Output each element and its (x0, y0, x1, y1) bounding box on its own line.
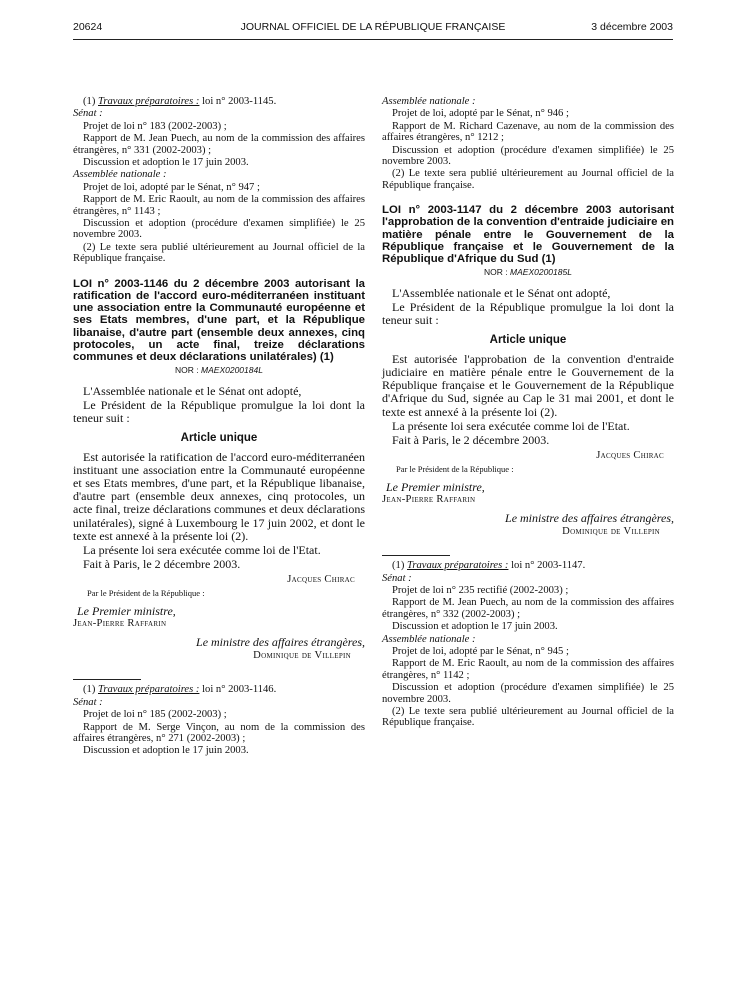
travaux-link: Travaux préparatoires : (98, 684, 200, 696)
nor-reference: NOR : MAEX0200185L (484, 267, 572, 278)
minister-name: Dominique de Villepin (562, 525, 660, 537)
footnote-previous-law (382, 96, 674, 191)
footnote-rule (73, 679, 141, 680)
body-paragraph: Fait à Paris, le 2 décembre 2003. (392, 432, 550, 447)
footnote-line: Discussion et adoption (procédure d'examen simplifiée) le 25 novembre 2003. (73, 218, 365, 241)
body-paragraph: La présente loi sera exécutée comme loi de l'Etat. (83, 542, 321, 557)
footnote-previous-law (73, 96, 365, 265)
minister-title: Le ministre des affaires étrangères, (505, 510, 674, 525)
body-paragraph: L'Assemblée nationale et le Sénat ont adopté, (83, 383, 302, 398)
page-header (73, 21, 673, 37)
footnote-line: Projet de loi n° 183 (2002-2003) ; (83, 120, 227, 132)
footnote-line: Rapport de M. Eric Raoult, au nom de la commission des affaires étrangères, n° 1143 ; (73, 194, 365, 217)
body-paragraph: La présente loi sera exécutée comme loi de l'Etat. (392, 418, 630, 433)
footnotes (382, 560, 674, 729)
section-label: Sénat : (382, 572, 412, 584)
countersign-label: Par le Président de la République : (396, 463, 514, 474)
prime-minister-title: Le Premier ministre, (386, 479, 485, 494)
law-title: LOI n° 2003-1147 du 2 décembre 2003 autorisant l'approbation de la convention d'entraide judiciaire en matière pénale entre le Gouvernement de la République française et le Gouvernement de la République d'Afrique du Sud (1) (382, 204, 674, 266)
body-paragraph: Le Président de la République promulgue la loi dont la teneur suit : (382, 299, 674, 328)
footnotes (73, 684, 365, 756)
article-heading: Article unique (180, 432, 258, 445)
footnote-line: (1) Travaux préparatoires : loi n° 2003-1146. (83, 684, 277, 696)
article-text: Est autorisée la ratification de l'accord euro-méditerranéen instituant une association entre la Communauté européenne et ses Etats membres, d'une part, et la République libanaise, d'autre part (ensemble deux annexes, cinq protocoles, un acte final, treize déclarations communes et deux déclarations unilatérales), signé à Luxembourg le 17 juin 2002, et dont le texte est annexé à la présente loi (2). (73, 449, 365, 543)
minister-name: Dominique de Villepin (253, 649, 351, 661)
footnote-line: Rapport de M. Jean Puech, au nom de la commission des affaires étrangères, n° 331 (2002-2003) ; (73, 133, 365, 156)
left-column (73, 96, 365, 758)
signature-president: Jacques Chirac (596, 450, 664, 462)
prime-minister-name: Jean-Pierre Raffarin (382, 494, 476, 506)
footnote-line: (1) Travaux préparatoires : loi n° 2003-1147. (392, 560, 586, 572)
footnote-line: Rapport de M. Jean Puech, au nom de la commission des affaires étrangères, n° 332 (2002-2003) ; (382, 597, 674, 620)
article-text: Est autorisée l'approbation de la convention d'entraide judiciaire en matière pénale entre le Gouvernement de la République française et le Gouvernement de la République d'Afrique du Sud, signée au Cap le 31 mai 2001, et dont le texte est annexé à la présente loi (2). (382, 351, 674, 419)
section-label: Assemblée nationale : (73, 169, 167, 181)
issue-date: 3 décembre 2003 (591, 21, 673, 33)
footnote-line: Projet de loi n° 185 (2002-2003) ; (83, 709, 227, 721)
footnote-line: Discussion et adoption le 17 juin 2003. (392, 621, 558, 633)
section-label: Sénat : (73, 108, 103, 120)
footnote-line: Rapport de M. Richard Cazenave, au nom de la commission des affaires étrangères, n° 1212 ; (382, 120, 674, 144)
footnote-line: (2) Le texte sera publié ultérieurement au Journal officiel de la République française. (382, 168, 674, 191)
article-heading: Article unique (489, 334, 567, 347)
countersign-label: Par le Président de la République : (87, 587, 205, 598)
footnote-line: Discussion et adoption (procédure d'examen simplifiée) le 25 novembre 2003. (382, 682, 674, 705)
footnote-line: Projet de loi, adopté par le Sénat, n° 947 ; (83, 181, 260, 193)
journal-title: JOURNAL OFFICIEL DE LA RÉPUBLIQUE FRANÇAISE (240, 21, 506, 33)
section-label: Assemblée nationale : (382, 633, 476, 645)
body-paragraph: Fait à Paris, le 2 décembre 2003. (83, 557, 241, 572)
minister-title: Le ministre des affaires étrangères, (196, 634, 365, 649)
travaux-link: Travaux préparatoires : (98, 96, 200, 107)
footnote-line: Projet de loi, adopté par le Sénat, n° 946 ; (392, 108, 569, 120)
prime-minister-name: Jean-Pierre Raffarin (73, 618, 167, 630)
prime-minister-title: Le Premier ministre, (77, 604, 176, 619)
footnote-line: Rapport de M. Serge Vinçon, au nom de la commission des affaires étrangères, n° 271 (2002-2003) ; (73, 721, 365, 745)
body-paragraph: L'Assemblée nationale et le Sénat ont adopté, (392, 285, 611, 300)
section-label: Sénat : (73, 696, 103, 708)
footnote-line: Discussion et adoption (procédure d'examen simplifiée) le 25 novembre 2003. (382, 144, 674, 168)
footnote-line: Projet de loi, adopté par le Sénat, n° 945 ; (392, 645, 569, 657)
travaux-link: Travaux préparatoires : (407, 560, 509, 572)
law-title: LOI n° 2003-1146 du 2 décembre 2003 autorisant la ratification de l'accord euro-méditerranéen instituant une association entre la Communauté européenne et ses Etats membres, d'une part, et la République libanaise, d'autre part (ensemble deux annexes, cinq protocoles, un acte final, treize déclarations communes et deux déclarations unilatérales) (1) (73, 277, 365, 363)
footnote-line: (2) Le texte sera publié ultérieurement au Journal officiel de la République française. (382, 706, 674, 729)
footnote-line: Discussion et adoption le 17 juin 2003. (83, 157, 249, 169)
body-paragraph: Le Président de la République promulgue la loi dont la teneur suit : (73, 397, 365, 425)
footnote-line: Projet de loi n° 235 rectifié (2002-2003) ; (392, 584, 569, 596)
right-column (382, 96, 674, 730)
footnote-line: (1) Travaux préparatoires : loi n° 2003-1145. (83, 96, 277, 107)
footnote-line: Discussion et adoption le 17 juin 2003. (83, 745, 249, 757)
footnote-line: (2) Le texte sera publié ultérieurement au Journal officiel de la République française. (73, 241, 365, 265)
nor-reference: NOR : MAEX0200184L (175, 365, 263, 376)
footnote-rule (382, 555, 450, 556)
header-rule (73, 39, 673, 40)
footnote-line: Rapport de M. Eric Raoult, au nom de la commission des affaires étrangères, n° 1142 ; (382, 658, 674, 681)
signature-president: Jacques Chirac (287, 574, 355, 586)
page-number: 20624 (73, 21, 103, 33)
section-label: Assemblée nationale : (382, 96, 476, 107)
